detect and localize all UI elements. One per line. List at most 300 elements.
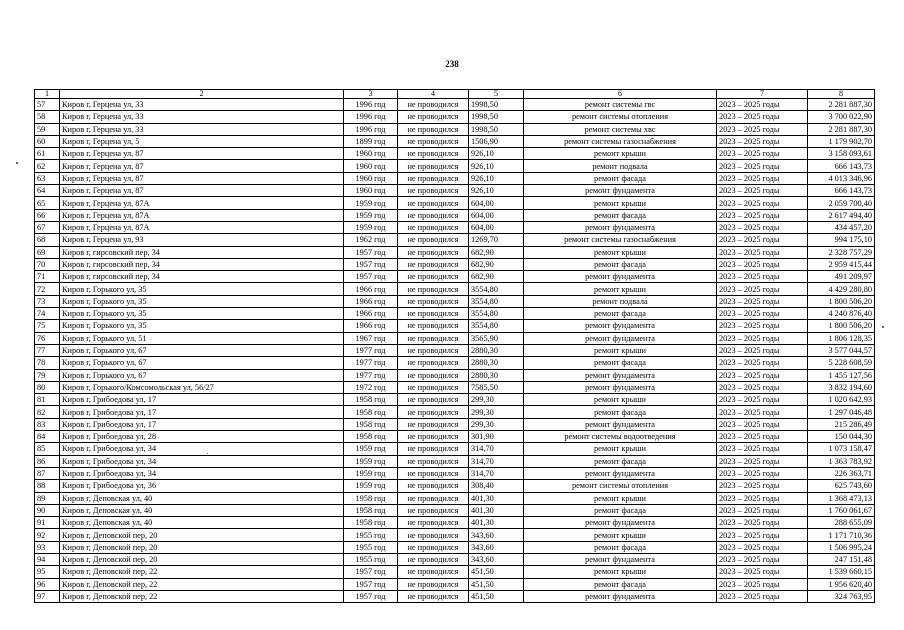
cost-cell: 5 228 608,59 — [808, 357, 875, 369]
period-cell: 2023 – 2025 годы — [717, 418, 808, 430]
table-row — [35, 258, 875, 270]
address-cell: Киров г, Горького ул, 67 — [60, 369, 344, 381]
cost-cell: 1 171 710,36 — [808, 529, 875, 541]
year-built-cell: 1957 год — [344, 271, 398, 283]
cost-cell: 4 429 280,80 — [808, 283, 875, 295]
year-built-cell: 1958 год — [344, 394, 398, 406]
table-row — [35, 529, 875, 541]
area-cell: 3554,80 — [469, 295, 524, 307]
area-cell: 3554,80 — [469, 320, 524, 332]
work-type-cell: ремонт системы водоотведения — [524, 431, 717, 443]
table-row — [35, 148, 875, 160]
address-cell: Киров г, Герцена ул, 93 — [60, 234, 344, 246]
work-type-cell: ремонт фундамента — [524, 517, 717, 529]
year-built-cell: 1958 год — [344, 517, 398, 529]
work-type-cell: ремонт системы хвс — [524, 123, 717, 135]
table-row — [35, 344, 875, 356]
area-cell: 343,60 — [469, 553, 524, 565]
address-cell: Киров г, Грибоедова ул, 34 — [60, 467, 344, 479]
table-row — [35, 492, 875, 504]
table-row — [35, 369, 875, 381]
work-type-cell: ремонт подвала — [524, 160, 717, 172]
period-cell: 2023 – 2025 годы — [717, 553, 808, 565]
last-repair-cell: не проводился — [398, 160, 469, 172]
table-row — [35, 357, 875, 369]
table-row — [35, 172, 875, 184]
address-cell: Киров г, Герцена ул, 33 — [60, 111, 344, 123]
period-cell: 2023 – 2025 годы — [717, 344, 808, 356]
year-built-cell: 1977 год — [344, 369, 398, 381]
row-number-cell: 87 — [35, 467, 60, 479]
work-type-cell: ремонт крыши — [524, 246, 717, 258]
cost-cell: 491 209,97 — [808, 271, 875, 283]
year-built-cell: 1958 год — [344, 431, 398, 443]
column-number: 1 — [35, 90, 60, 99]
last-repair-cell: не проводился — [398, 111, 469, 123]
cost-cell: 1 800 506,20 — [808, 320, 875, 332]
table-body — [35, 99, 875, 603]
year-built-cell: 1966 год — [344, 283, 398, 295]
column-number: 3 — [344, 90, 398, 99]
cost-cell: 1 363 783,92 — [808, 455, 875, 467]
area-cell: 314,70 — [469, 455, 524, 467]
year-built-cell: 1958 год — [344, 418, 398, 430]
repair-schedule-table — [34, 89, 875, 603]
work-type-cell: ремонт фасада — [524, 541, 717, 553]
period-cell: 2023 – 2025 годы — [717, 160, 808, 172]
row-number-cell: 79 — [35, 369, 60, 381]
row-number-cell: 85 — [35, 443, 60, 455]
period-cell: 2023 – 2025 годы — [717, 541, 808, 553]
cost-cell: 666 143,73 — [808, 185, 875, 197]
last-repair-cell: не проводился — [398, 197, 469, 209]
work-type-cell: ремонт фасада — [524, 578, 717, 590]
address-cell: Киров г, Герцена ул, 87А — [60, 197, 344, 209]
table-row — [35, 111, 875, 123]
year-built-cell: 1957 год — [344, 566, 398, 578]
work-type-cell: ремонт фундамента — [524, 221, 717, 233]
work-type-cell: ремонт системы газоснабжения — [524, 135, 717, 147]
work-type-cell: ремонт крыши — [524, 394, 717, 406]
year-built-cell: 1959 год — [344, 209, 398, 221]
table-row — [35, 234, 875, 246]
work-type-cell: ремонт крыши — [524, 148, 717, 160]
column-number: 8 — [808, 90, 875, 99]
year-built-cell: 1959 год — [344, 221, 398, 233]
area-cell: 2880,30 — [469, 344, 524, 356]
period-cell: 2023 – 2025 годы — [717, 357, 808, 369]
last-repair-cell: не проводился — [398, 271, 469, 283]
table-row — [35, 221, 875, 233]
work-type-cell: ремонт крыши — [524, 283, 717, 295]
last-repair-cell: не проводился — [398, 258, 469, 270]
year-built-cell: 1966 год — [344, 320, 398, 332]
address-cell: Киров г, Герцена ул, 33 — [60, 99, 344, 111]
period-cell: 2023 – 2025 годы — [717, 308, 808, 320]
scan-speck — [16, 162, 18, 164]
address-cell: Киров г, Герцена ул, 87А — [60, 221, 344, 233]
table-row — [35, 431, 875, 443]
address-cell: Киров г, Деповской пер, 22 — [60, 566, 344, 578]
cost-cell: 1 539 660,15 — [808, 566, 875, 578]
work-type-cell: ремонт фасада — [524, 172, 717, 184]
column-number: 7 — [717, 90, 808, 99]
cost-cell: 2 959 415,44 — [808, 258, 875, 270]
address-cell: Киров г, Деповская ул, 40 — [60, 517, 344, 529]
area-cell: 3554,80 — [469, 283, 524, 295]
last-repair-cell: не проводился — [398, 172, 469, 184]
scan-speck — [207, 453, 208, 454]
area-cell: 7585,50 — [469, 381, 524, 393]
year-built-cell: 1959 год — [344, 197, 398, 209]
table-header — [35, 90, 875, 99]
last-repair-cell: не проводился — [398, 394, 469, 406]
last-repair-cell: не проводился — [398, 308, 469, 320]
address-cell: Киров г, Грибоедова ул, 28 — [60, 431, 344, 443]
column-number-row — [35, 90, 875, 99]
table-row — [35, 135, 875, 147]
address-cell: Киров г, Горького ул, 35 — [60, 295, 344, 307]
row-number-cell: 88 — [35, 480, 60, 492]
row-number-cell: 80 — [35, 381, 60, 393]
year-built-cell: 1960 год — [344, 148, 398, 160]
area-cell: 401,30 — [469, 517, 524, 529]
address-cell: Киров г, гирсовский пер, 34 — [60, 246, 344, 258]
area-cell: 926,10 — [469, 172, 524, 184]
period-cell: 2023 – 2025 годы — [717, 271, 808, 283]
row-number-cell: 58 — [35, 111, 60, 123]
area-cell: 926,10 — [469, 148, 524, 160]
address-cell: Киров г, Горького ул, 35 — [60, 283, 344, 295]
year-built-cell: 1977 год — [344, 344, 398, 356]
last-repair-cell: не проводился — [398, 148, 469, 160]
address-cell: Киров г, Герцена ул, 5 — [60, 135, 344, 147]
address-cell: Киров г, Грибоедова ул, 17 — [60, 406, 344, 418]
cost-cell: 434 457,20 — [808, 221, 875, 233]
period-cell: 2023 – 2025 годы — [717, 246, 808, 258]
cost-cell: 1 179 902,70 — [808, 135, 875, 147]
area-cell: 451,50 — [469, 590, 524, 602]
table-row — [35, 332, 875, 344]
address-cell: Киров г, Грибоедова ул, 17 — [60, 418, 344, 430]
work-type-cell: ремонт подвала — [524, 295, 717, 307]
last-repair-cell: не проводился — [398, 406, 469, 418]
work-type-cell: ремонт фундамента — [524, 418, 717, 430]
row-number-cell: 63 — [35, 172, 60, 184]
row-number-cell: 57 — [35, 99, 60, 111]
cost-cell: 1 297 046,48 — [808, 406, 875, 418]
area-cell: 604,00 — [469, 197, 524, 209]
cost-cell: 2 328 757,29 — [808, 246, 875, 258]
period-cell: 2023 – 2025 годы — [717, 590, 808, 602]
cost-cell: 150 044,30 — [808, 431, 875, 443]
table-row — [35, 578, 875, 590]
area-cell: 604,00 — [469, 221, 524, 233]
period-cell: 2023 – 2025 годы — [717, 492, 808, 504]
address-cell: Киров г, гирсовский пер, 34 — [60, 271, 344, 283]
period-cell: 2023 – 2025 годы — [717, 369, 808, 381]
last-repair-cell: не проводился — [398, 553, 469, 565]
cost-cell: 3 158 093,61 — [808, 148, 875, 160]
period-cell: 2023 – 2025 годы — [717, 431, 808, 443]
last-repair-cell: не проводился — [398, 320, 469, 332]
table-row — [35, 99, 875, 111]
work-type-cell: ремонт фасада — [524, 308, 717, 320]
year-built-cell: 1959 год — [344, 455, 398, 467]
period-cell: 2023 – 2025 годы — [717, 504, 808, 516]
address-cell: Киров г, Горького ул, 67 — [60, 357, 344, 369]
address-cell: Киров г, Грибоедова ул, 36 — [60, 480, 344, 492]
table-row — [35, 394, 875, 406]
year-built-cell: 1958 год — [344, 492, 398, 504]
cost-cell: 666 143,73 — [808, 160, 875, 172]
work-type-cell: ремонт крыши — [524, 197, 717, 209]
row-number-cell: 70 — [35, 258, 60, 270]
column-number: 2 — [60, 90, 344, 99]
column-number: 5 — [469, 90, 524, 99]
year-built-cell: 1958 год — [344, 504, 398, 516]
work-type-cell: ремонт фасада — [524, 258, 717, 270]
work-type-cell: ремонт фундамента — [524, 590, 717, 602]
last-repair-cell: не проводился — [398, 480, 469, 492]
year-built-cell: 1977 год — [344, 357, 398, 369]
cost-cell: 3 832 194,60 — [808, 381, 875, 393]
row-number-cell: 91 — [35, 517, 60, 529]
year-built-cell: 1899 год — [344, 135, 398, 147]
year-built-cell: 1957 год — [344, 258, 398, 270]
cost-cell: 247 151,48 — [808, 553, 875, 565]
row-number-cell: 97 — [35, 590, 60, 602]
year-built-cell: 1966 год — [344, 295, 398, 307]
address-cell: Киров г, Горького ул, 35 — [60, 308, 344, 320]
last-repair-cell: не проводился — [398, 467, 469, 479]
area-cell: 1998,50 — [469, 123, 524, 135]
year-built-cell: 1996 год — [344, 123, 398, 135]
area-cell: 401,30 — [469, 492, 524, 504]
table-row — [35, 381, 875, 393]
cost-cell: 994 175,10 — [808, 234, 875, 246]
area-cell: 682,90 — [469, 246, 524, 258]
last-repair-cell: не проводился — [398, 185, 469, 197]
row-number-cell: 59 — [35, 123, 60, 135]
last-repair-cell: не проводился — [398, 357, 469, 369]
row-number-cell: 83 — [35, 418, 60, 430]
last-repair-cell: не проводился — [398, 443, 469, 455]
row-number-cell: 61 — [35, 148, 60, 160]
period-cell: 2023 – 2025 годы — [717, 529, 808, 541]
row-number-cell: 64 — [35, 185, 60, 197]
row-number-cell: 62 — [35, 160, 60, 172]
area-cell: 682,90 — [469, 271, 524, 283]
cost-cell: 2 281 887,30 — [808, 123, 875, 135]
cost-cell: 1 073 158,47 — [808, 443, 875, 455]
last-repair-cell: не проводился — [398, 283, 469, 295]
period-cell: 2023 – 2025 годы — [717, 197, 808, 209]
year-built-cell: 1955 год — [344, 541, 398, 553]
year-built-cell: 1959 год — [344, 480, 398, 492]
work-type-cell: ремонт фундамента — [524, 369, 717, 381]
area-cell: 343,60 — [469, 529, 524, 541]
period-cell: 2023 – 2025 годы — [717, 566, 808, 578]
address-cell: Киров г, Грибоедова ул, 34 — [60, 455, 344, 467]
table-row — [35, 160, 875, 172]
period-cell: 2023 – 2025 годы — [717, 332, 808, 344]
table-row — [35, 406, 875, 418]
cost-cell: 2 059 700,40 — [808, 197, 875, 209]
cost-cell: 1 455 127,56 — [808, 369, 875, 381]
row-number-cell: 82 — [35, 406, 60, 418]
year-built-cell: 1955 год — [344, 553, 398, 565]
year-built-cell: 1955 год — [344, 529, 398, 541]
work-type-cell: ремонт фасада — [524, 357, 717, 369]
work-type-cell: ремонт фасада — [524, 504, 717, 516]
work-type-cell: ремонт фундамента — [524, 320, 717, 332]
row-number-cell: 60 — [35, 135, 60, 147]
year-built-cell: 1996 год — [344, 99, 398, 111]
row-number-cell: 73 — [35, 295, 60, 307]
cost-cell: 1 760 061,67 — [808, 504, 875, 516]
last-repair-cell: не проводился — [398, 455, 469, 467]
work-type-cell: ремонт фундамента — [524, 332, 717, 344]
area-cell: 604,00 — [469, 209, 524, 221]
last-repair-cell: не проводился — [398, 492, 469, 504]
period-cell: 2023 – 2025 годы — [717, 221, 808, 233]
year-built-cell: 1959 год — [344, 443, 398, 455]
row-number-cell: 93 — [35, 541, 60, 553]
row-number-cell: 90 — [35, 504, 60, 516]
row-number-cell: 84 — [35, 431, 60, 443]
table-row — [35, 443, 875, 455]
work-type-cell: ремонт крыши — [524, 529, 717, 541]
work-type-cell: ремонт фасада — [524, 455, 717, 467]
cost-cell: 625 743,60 — [808, 480, 875, 492]
area-cell: 1506,90 — [469, 135, 524, 147]
year-built-cell: 1962 год — [344, 234, 398, 246]
area-cell: 2880,30 — [469, 369, 524, 381]
period-cell: 2023 – 2025 годы — [717, 517, 808, 529]
table-row — [35, 271, 875, 283]
row-number-cell: 89 — [35, 492, 60, 504]
row-number-cell: 95 — [35, 566, 60, 578]
area-cell: 308,40 — [469, 480, 524, 492]
cost-cell: 1 506 995,24 — [808, 541, 875, 553]
work-type-cell: ремонт фундамента — [524, 553, 717, 565]
last-repair-cell: не проводился — [398, 418, 469, 430]
work-type-cell: ремонт фасада — [524, 406, 717, 418]
last-repair-cell: не проводился — [398, 431, 469, 443]
year-built-cell: 1967 год — [344, 332, 398, 344]
period-cell: 2023 – 2025 годы — [717, 455, 808, 467]
cost-cell: 288 655,09 — [808, 517, 875, 529]
cost-cell: 324 763,95 — [808, 590, 875, 602]
row-number-cell: 68 — [35, 234, 60, 246]
row-number-cell: 74 — [35, 308, 60, 320]
address-cell: Киров г, Горького ул, 51 — [60, 332, 344, 344]
year-built-cell: 1960 год — [344, 172, 398, 184]
cost-cell: 2 281 887,30 — [808, 99, 875, 111]
period-cell: 2023 – 2025 годы — [717, 172, 808, 184]
work-type-cell: ремонт крыши — [524, 492, 717, 504]
table-row — [35, 504, 875, 516]
last-repair-cell: не проводился — [398, 99, 469, 111]
area-cell: 314,70 — [469, 443, 524, 455]
area-cell: 926,10 — [469, 185, 524, 197]
table-row — [35, 541, 875, 553]
area-cell: 926,10 — [469, 160, 524, 172]
last-repair-cell: не проводился — [398, 529, 469, 541]
table-row — [35, 320, 875, 332]
page-number: 238 — [445, 59, 459, 69]
address-cell: Киров г, Деповская ул, 40 — [60, 492, 344, 504]
work-type-cell: ремонт фундамента — [524, 381, 717, 393]
last-repair-cell: не проводился — [398, 209, 469, 221]
last-repair-cell: не проводился — [398, 123, 469, 135]
period-cell: 2023 – 2025 годы — [717, 480, 808, 492]
cost-cell: 3 700 022,90 — [808, 111, 875, 123]
address-cell: Киров г, Деповской пер, 20 — [60, 541, 344, 553]
area-cell: 401,30 — [469, 504, 524, 516]
table-row — [35, 590, 875, 602]
scan-speck — [882, 326, 884, 328]
period-cell: 2023 – 2025 годы — [717, 185, 808, 197]
address-cell: Киров г, Герцена ул, 87 — [60, 160, 344, 172]
address-cell: Киров г, гирсовский пер, 34 — [60, 258, 344, 270]
period-cell: 2023 – 2025 годы — [717, 467, 808, 479]
work-type-cell: ремонт системы отопления — [524, 111, 717, 123]
last-repair-cell: не проводился — [398, 295, 469, 307]
area-cell: 299,30 — [469, 394, 524, 406]
year-built-cell: 1959 год — [344, 467, 398, 479]
address-cell: Киров г, Грибоедова ул, 34 — [60, 443, 344, 455]
last-repair-cell: не проводился — [398, 221, 469, 233]
last-repair-cell: не проводился — [398, 517, 469, 529]
area-cell: 314,70 — [469, 467, 524, 479]
year-built-cell: 1966 год — [344, 308, 398, 320]
address-cell: Киров г, Деповской пер, 20 — [60, 529, 344, 541]
address-cell: Киров г, Герцена ул, 87 — [60, 185, 344, 197]
area-cell: 451,50 — [469, 566, 524, 578]
last-repair-cell: не проводился — [398, 344, 469, 356]
area-cell: 301,90 — [469, 431, 524, 443]
work-type-cell: ремонт фундамента — [524, 467, 717, 479]
address-cell: Киров г, Деповской пер, 20 — [60, 553, 344, 565]
work-type-cell: ремонт крыши — [524, 566, 717, 578]
cost-cell: 1 956 620,40 — [808, 578, 875, 590]
table-row — [35, 566, 875, 578]
cost-cell: 1 368 473,13 — [808, 492, 875, 504]
table-row — [35, 455, 875, 467]
year-built-cell: 1957 год — [344, 590, 398, 602]
last-repair-cell: не проводился — [398, 578, 469, 590]
table-row — [35, 197, 875, 209]
area-cell: 1998,50 — [469, 99, 524, 111]
area-cell: 343,60 — [469, 541, 524, 553]
work-type-cell: ремонт фасада — [524, 209, 717, 221]
work-type-cell: ремонт системы газоснабжения — [524, 234, 717, 246]
cost-cell: 1 020 642,93 — [808, 394, 875, 406]
row-number-cell: 96 — [35, 578, 60, 590]
address-cell: Киров г, Горького ул, 35 — [60, 320, 344, 332]
table-row — [35, 553, 875, 565]
row-number-cell: 65 — [35, 197, 60, 209]
row-number-cell: 66 — [35, 209, 60, 221]
row-number-cell: 86 — [35, 455, 60, 467]
address-cell: Киров г, Горького ул, 67 — [60, 344, 344, 356]
period-cell: 2023 – 2025 годы — [717, 406, 808, 418]
period-cell: 2023 – 2025 годы — [717, 381, 808, 393]
address-cell: Киров г, Герцена ул, 87А — [60, 209, 344, 221]
last-repair-cell: не проводился — [398, 332, 469, 344]
